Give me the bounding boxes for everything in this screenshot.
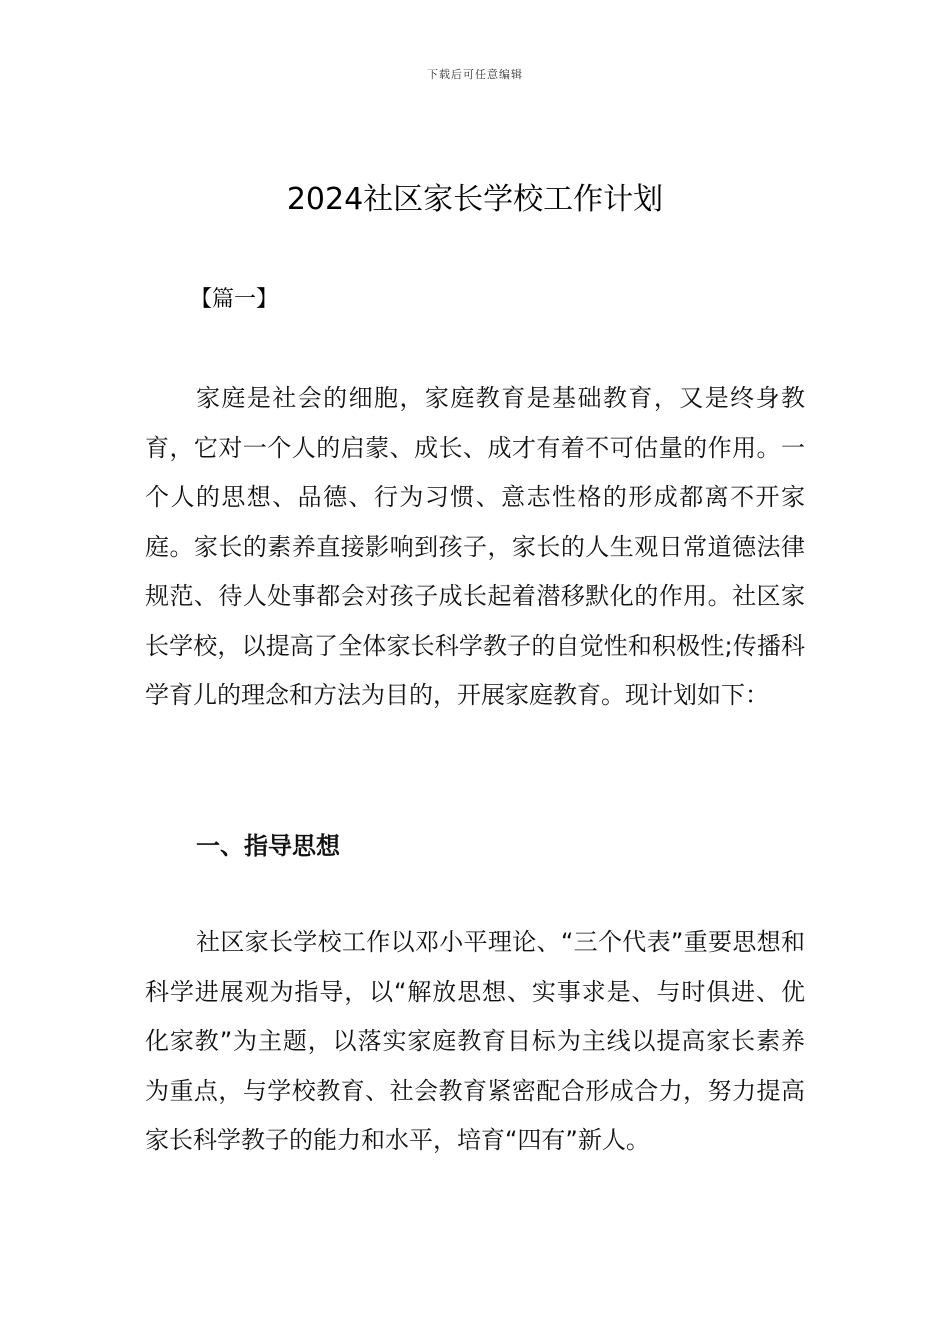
paragraph-guiding-thought: 社区家长学校工作以邓小平理论、“三个代表”重要思想和科学进展观为指导，以“解放思想、实事求是、与时俱进、优化家教”为主题，以落实家庭教育目标为主线以提高家长素养为重点，与学校教育、社会教育紧密配合形成合力，努力提高家长科学教子的能力和水平，培育“四有”新人。 <box>145 928 805 1154</box>
section-heading-guiding-thought: 一、指导思想 <box>196 832 340 860</box>
paragraph-intro: 家庭是社会的细胞，家庭教育是基础教育，又是终身教育，它对一个人的启蒙、成长、成才有着不可估量的作用。一个人的思想、品德、行为习惯、意志性格的形成都离不开家庭。家长的素养直接影响到孩子，家长的人生观日常道德法律规范、待人处事都会对孩子成长起着潜移默化的作用。社区家长学校，以提高了全体家长科学教子的自觉性和积极性;传播科学育儿的理念和方法为目的，开展家庭教育。现计划如下： <box>145 384 805 709</box>
header-note: 下载后可任意编辑 <box>427 68 523 81</box>
section-label: 【篇一】 <box>190 287 279 312</box>
page-title: 2024社区家长学校工作计划 <box>286 182 664 217</box>
